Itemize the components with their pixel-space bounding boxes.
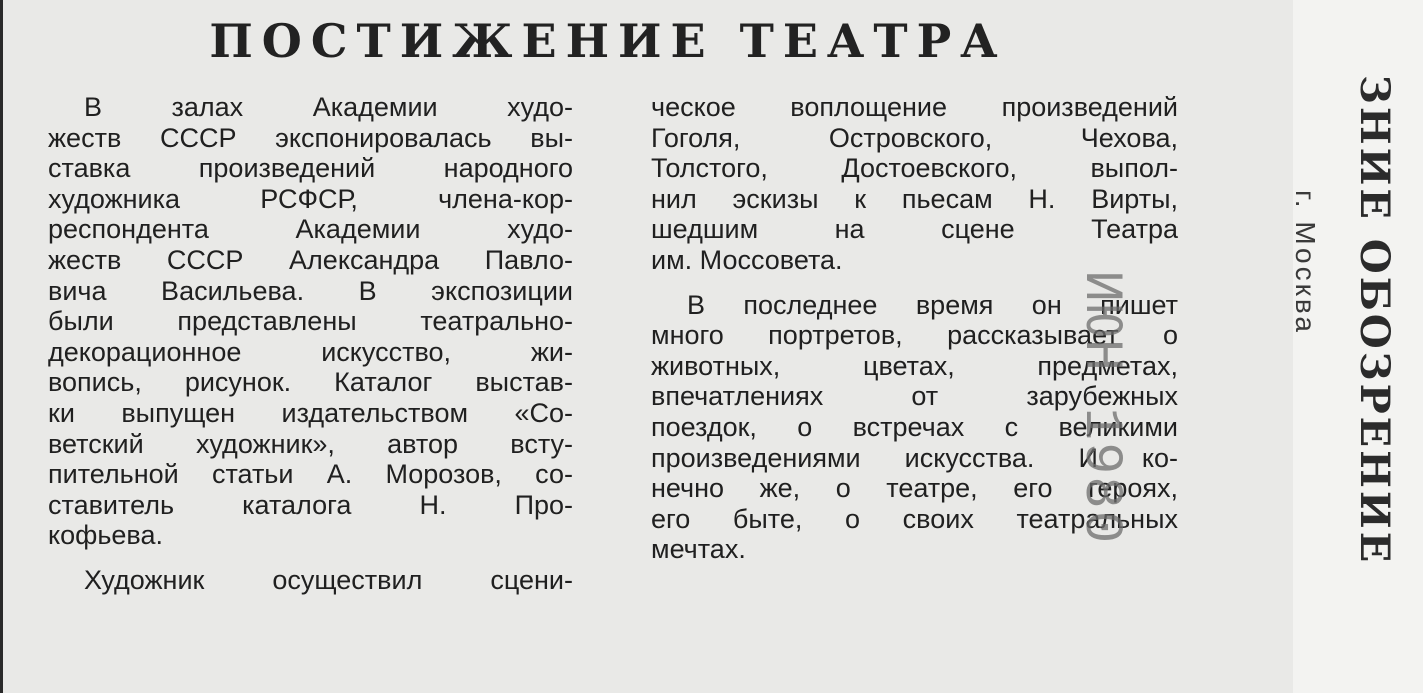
text-line: жеств СССР Александра Павло- bbox=[48, 244, 573, 275]
text-line: вича Васильева. В экспозиции bbox=[48, 275, 573, 306]
text-line: Художник осуществил сцени- bbox=[84, 564, 573, 595]
article-column-left bbox=[48, 92, 573, 596]
text-line: декорационное искусство, жи- bbox=[48, 336, 573, 367]
text-line: ставка произведений народного bbox=[48, 153, 573, 184]
text-line: пительной статьи А. Морозов, со- bbox=[48, 459, 573, 490]
date-stamp: ИЮН 1980 bbox=[1070, 270, 1131, 546]
text-line: художника РСФСР, члена-кор- bbox=[48, 183, 573, 214]
text-line: мечтах. bbox=[651, 534, 746, 565]
text-line: нил эскизы к пьесам Н. Вирты, bbox=[651, 183, 1178, 214]
text-line: ставитель каталога Н. Про- bbox=[48, 489, 573, 520]
text-line: ки выпущен издательством «Со- bbox=[48, 397, 573, 428]
text-line: произведениями искусства. И ко- bbox=[651, 442, 1178, 473]
text-line: респондента Академии худо- bbox=[48, 214, 573, 245]
text-line: много портретов, рассказывает о bbox=[651, 320, 1178, 351]
text-line: Гоголя, Островского, Чехова, bbox=[651, 122, 1178, 153]
paragraph-gap bbox=[48, 551, 573, 565]
text-line: шедшим на сцене Театра bbox=[651, 214, 1178, 245]
masthead-city: г. Москва bbox=[1290, 190, 1321, 335]
text-line: жеств СССР экспонировалась вы- bbox=[48, 122, 573, 153]
text-line: кофьева. bbox=[48, 520, 163, 551]
text-line: были представлены театрально- bbox=[48, 306, 573, 337]
text-line: животных, цветах, предметах, bbox=[651, 350, 1178, 381]
text-line: В последнее время он пишет bbox=[687, 289, 1178, 320]
text-line: В залах Академии худо- bbox=[84, 92, 573, 122]
newspaper-masthead: ЗНИЕ ОБОЗРЕНИЕ bbox=[1351, 75, 1398, 566]
text-line: впечатлениях от зарубежных bbox=[651, 381, 1178, 412]
text-line: ветский художник», автор всту- bbox=[48, 428, 573, 459]
text-line: его быте, о своих театральных bbox=[651, 503, 1178, 534]
text-line: нечно же, о театре, его героях, bbox=[651, 473, 1178, 504]
text-line: им. Моссовета. bbox=[651, 244, 843, 275]
text-line: Толстого, Достоевского, выпол- bbox=[651, 153, 1178, 184]
article-headline: ПОСТИЖЕНИЕ ТЕАТРА bbox=[209, 14, 1007, 68]
text-line: вопись, рисунок. Каталог выстав- bbox=[48, 367, 573, 398]
text-line: поездок, о встречах с великими bbox=[651, 411, 1178, 442]
text-line: ческое воплощение произведений bbox=[651, 92, 1178, 122]
